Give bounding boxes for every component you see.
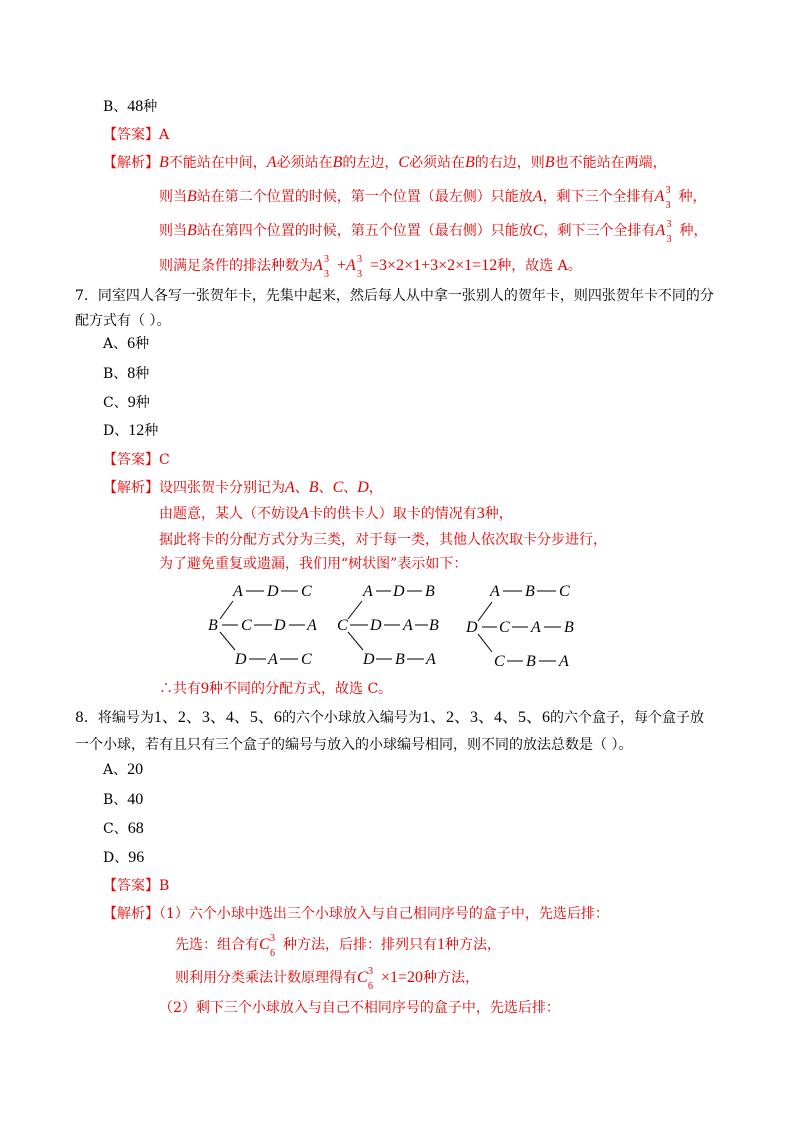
var: D (357, 479, 369, 496)
permutation-symbol (313, 254, 337, 280)
option-unit: 种 (143, 99, 158, 115)
q8-option-d (103, 848, 144, 868)
var: C (332, 479, 344, 496)
numbers: 1、2、3、4、5、6 (153, 709, 282, 726)
q8-stem-line-1 (75, 708, 704, 728)
q7-answer (103, 450, 170, 470)
option-value: 96 (128, 849, 145, 866)
numbers: 1、2、3、4、5、6 (421, 709, 550, 726)
var: A (299, 505, 309, 522)
var: B (544, 154, 555, 171)
perm-sub: 3 (324, 269, 329, 280)
perm-sub: 3 (665, 200, 671, 211)
var: B (187, 188, 197, 205)
text: 种方法， (423, 970, 480, 986)
text: （1）六个小球中选出三个小球放入与自己相同序号的盒子中，先选后排： (159, 906, 609, 922)
q6-option-b (103, 97, 157, 117)
perm-base: A (346, 257, 356, 274)
tree-node: C (337, 617, 348, 634)
permutation-symbol (654, 185, 679, 211)
option-label: B、 (103, 792, 128, 808)
text: 由题意，某人（不妨设 (159, 506, 299, 522)
tree-node: B (425, 583, 435, 600)
tree-node: C (499, 619, 510, 636)
q8-analysis-line-4: （2）剩下三个小球放入与自己不相同序号的盒子中，先选后排： (159, 1000, 560, 1016)
tree-node: B (208, 617, 218, 634)
q7-option-b (103, 364, 149, 384)
q8-option-c (103, 819, 144, 839)
tree-node: D (393, 583, 405, 600)
text: 种不同的分配方式，故选 C。 (209, 681, 393, 697)
q8-stem-line-2: 一个小球，若有且只有三个盒子的编号与放入的小球编号相同，则不同的放法总数是（ ）。 (75, 737, 633, 753)
text: 则利用分类乘法计数原理得有 (175, 970, 357, 986)
text: ，剩下三个全排有 (542, 189, 655, 205)
q8-option-b (103, 790, 143, 810)
comb-sub: 6 (270, 948, 275, 959)
option-value: 6 (127, 335, 136, 352)
option-unit: 种 (135, 336, 150, 352)
var: B (465, 154, 475, 171)
tree-node: A (531, 619, 541, 636)
q6-analysis-line-3 (159, 219, 708, 245)
perm-sup: 3 (666, 219, 672, 230)
q7-analysis-line-4: 为了避免重复或遗漏，我们用“树状图”表示如下： (159, 556, 468, 572)
perm-sup: 3 (324, 254, 329, 265)
text: 站在第四个位置的时候，第五个位置（最右侧）只能放 (196, 223, 533, 239)
perm-sup: 3 (357, 254, 363, 265)
text: 8．将编号为 (75, 710, 154, 726)
analysis-tag: 【解析】 (103, 155, 159, 171)
answer-tag: 【答案】 (103, 127, 159, 143)
text: 则当 (159, 189, 187, 205)
text: 则满足条件的排法种数为 (159, 258, 313, 274)
comb-base: C (259, 936, 270, 953)
q6-analysis-line-1 (103, 153, 667, 173)
tree-node: D (370, 617, 382, 634)
q6-analysis-line-4 (159, 254, 582, 280)
answer-tag: 【答案】 (103, 878, 159, 894)
tree-edge (478, 602, 492, 621)
answer-value: C (159, 452, 170, 468)
text: ，剩下三个全排有 (543, 223, 656, 239)
sep: 、 (294, 480, 309, 496)
analysis-tag: 【解析】 (103, 906, 159, 922)
q8-answer (103, 876, 169, 896)
var: B (308, 479, 319, 496)
tree-node: B (526, 653, 536, 670)
var: C (398, 154, 410, 171)
tree-node: A (307, 617, 317, 634)
q7-stem-line-1: 7．同室四人各写一张贺年卡，先集中起来，然后每人从中拿一张别人的贺年卡，则四张贺年卡不同的分 (75, 288, 714, 304)
option-value: 12 (128, 422, 145, 439)
var: A (285, 479, 295, 496)
q7-option-a (103, 334, 149, 354)
tree-b (208, 583, 317, 668)
text: 先选：组合有 (175, 937, 259, 953)
text: 种方法， (445, 937, 501, 953)
tree-node: B (564, 619, 574, 636)
tree-edge (220, 632, 235, 650)
text: 种方法，后排：排列只有 (283, 937, 437, 953)
tree-node: A (403, 617, 413, 634)
q7-conclusion (159, 679, 392, 699)
perm-base: A (655, 222, 666, 239)
perm-sub: 3 (666, 234, 672, 245)
permutation-symbol (346, 254, 370, 280)
q7-analysis-line-3: 据此将卡的分配方式分为三类，对于每一类，其他人依次取卡分步进行， (159, 532, 607, 548)
option-value: 40 (127, 791, 144, 808)
perm-sup: 3 (665, 185, 671, 196)
comb-sub: 6 (368, 981, 373, 992)
tree-node: B (395, 651, 405, 668)
tree-c (337, 583, 439, 668)
tree-node: B (429, 617, 439, 634)
combination-symbol (259, 933, 283, 959)
option-unit: 种 (144, 423, 159, 439)
text: ∴共有 (159, 681, 201, 697)
tree-edge (220, 601, 233, 619)
text: 也不能站在两端， (554, 155, 667, 171)
permutation-symbol (655, 219, 679, 245)
q8-analysis-line-1 (103, 904, 609, 924)
sep: 、 (343, 480, 358, 496)
tree-edge (478, 634, 492, 652)
option-unit: 种 (135, 366, 150, 382)
text: 必须站在 (276, 155, 333, 171)
sep: 、 (318, 480, 333, 496)
var: A (266, 154, 277, 171)
var: A (532, 188, 543, 205)
perm-base: A (313, 257, 323, 274)
option-label: A、 (103, 336, 128, 352)
option-value: 8 (127, 365, 136, 382)
q6-answer (103, 125, 169, 145)
text: 种，故选 A。 (497, 258, 582, 274)
tree-node: A (426, 651, 436, 668)
q7-stem-line-2: 配方式有（ ）。 (75, 313, 171, 329)
expression: =3×2×1+3×2×1=12 (370, 257, 498, 274)
q7-option-c (103, 393, 150, 413)
text: 设四张贺卡分别记为 (159, 480, 285, 496)
number: 1 (437, 936, 445, 953)
tree-node: D (235, 651, 247, 668)
option-value: 20 (127, 761, 144, 778)
number: 3 (476, 505, 485, 522)
option-unit: 种 (135, 395, 150, 411)
perm-base: A (654, 188, 665, 205)
text: 站在第二个位置的时候，第一个位置（最左侧）只能放 (196, 189, 533, 205)
option-label: B、 (103, 366, 128, 382)
number: 9 (201, 680, 209, 697)
analysis-tag: 【解析】 (103, 480, 159, 496)
var: B (187, 222, 197, 239)
answer-tag: 【答案】 (103, 452, 159, 468)
q8-analysis-line-2 (175, 933, 501, 959)
tree-node: D (267, 583, 279, 600)
option-label: C、 (103, 395, 128, 411)
q7-analysis-line-1 (103, 478, 383, 498)
option-label: D、 (103, 850, 129, 866)
tree-node: C (494, 653, 505, 670)
text: 的右边，则 (474, 155, 545, 171)
tree-d (465, 583, 574, 670)
comb-sup: 3 (270, 933, 275, 944)
tree-node: D (466, 619, 478, 636)
tree-node: C (301, 583, 312, 600)
text: 必须站在 (409, 155, 466, 171)
tree-edge (348, 601, 362, 619)
perm-sub: 3 (357, 269, 363, 280)
combination-symbol (357, 966, 381, 992)
text: 种， (484, 506, 513, 522)
answer-value: B (159, 878, 170, 894)
tree-node: C (241, 617, 252, 634)
option-value: 9 (127, 394, 136, 411)
comb-base: C (357, 969, 368, 986)
comb-sup: 3 (368, 966, 373, 977)
tree-node: B (525, 583, 535, 600)
tree-diagram (200, 574, 600, 674)
option-label: B、 (103, 99, 128, 115)
tree-edge (348, 632, 363, 650)
tree-node: C (559, 583, 570, 600)
tree-node: D (363, 651, 375, 668)
q8-option-a (103, 760, 143, 780)
text: ， (368, 480, 383, 496)
text: 卡的供卡人）取卡的情况有 (308, 506, 477, 522)
text: 不能站在中间， (168, 155, 267, 171)
text: 的六个盒子，每个盒子放 (549, 710, 704, 726)
q6-analysis-line-2 (159, 185, 707, 211)
q8-analysis-line-3 (175, 966, 480, 992)
expression: ×1=20 (381, 969, 424, 986)
text: 的六个小球放入编号为 (281, 710, 422, 726)
q7-option-d (103, 421, 158, 441)
plus-sign: + (337, 257, 347, 274)
tree-node: A (233, 583, 243, 600)
text: 的左边， (342, 155, 399, 171)
tree-node: A (559, 653, 569, 670)
tree-node: D (274, 617, 286, 634)
option-value: 48 (127, 98, 144, 115)
tree-node: A (268, 651, 278, 668)
tree-node: A (490, 583, 500, 600)
text: 则当 (159, 223, 187, 239)
tree-node: C (301, 651, 312, 668)
answer-value: A (159, 127, 170, 143)
text: 种， (678, 189, 707, 205)
option-value: 68 (127, 820, 144, 837)
tree-node: A (363, 583, 373, 600)
text: 种， (679, 223, 708, 239)
var: B (332, 154, 343, 171)
option-label: A、 (103, 762, 128, 778)
var: C (532, 222, 544, 239)
option-label: C、 (103, 821, 128, 837)
var: B (159, 154, 169, 171)
q7-analysis-line-2 (159, 504, 513, 524)
option-label: D、 (103, 423, 129, 439)
